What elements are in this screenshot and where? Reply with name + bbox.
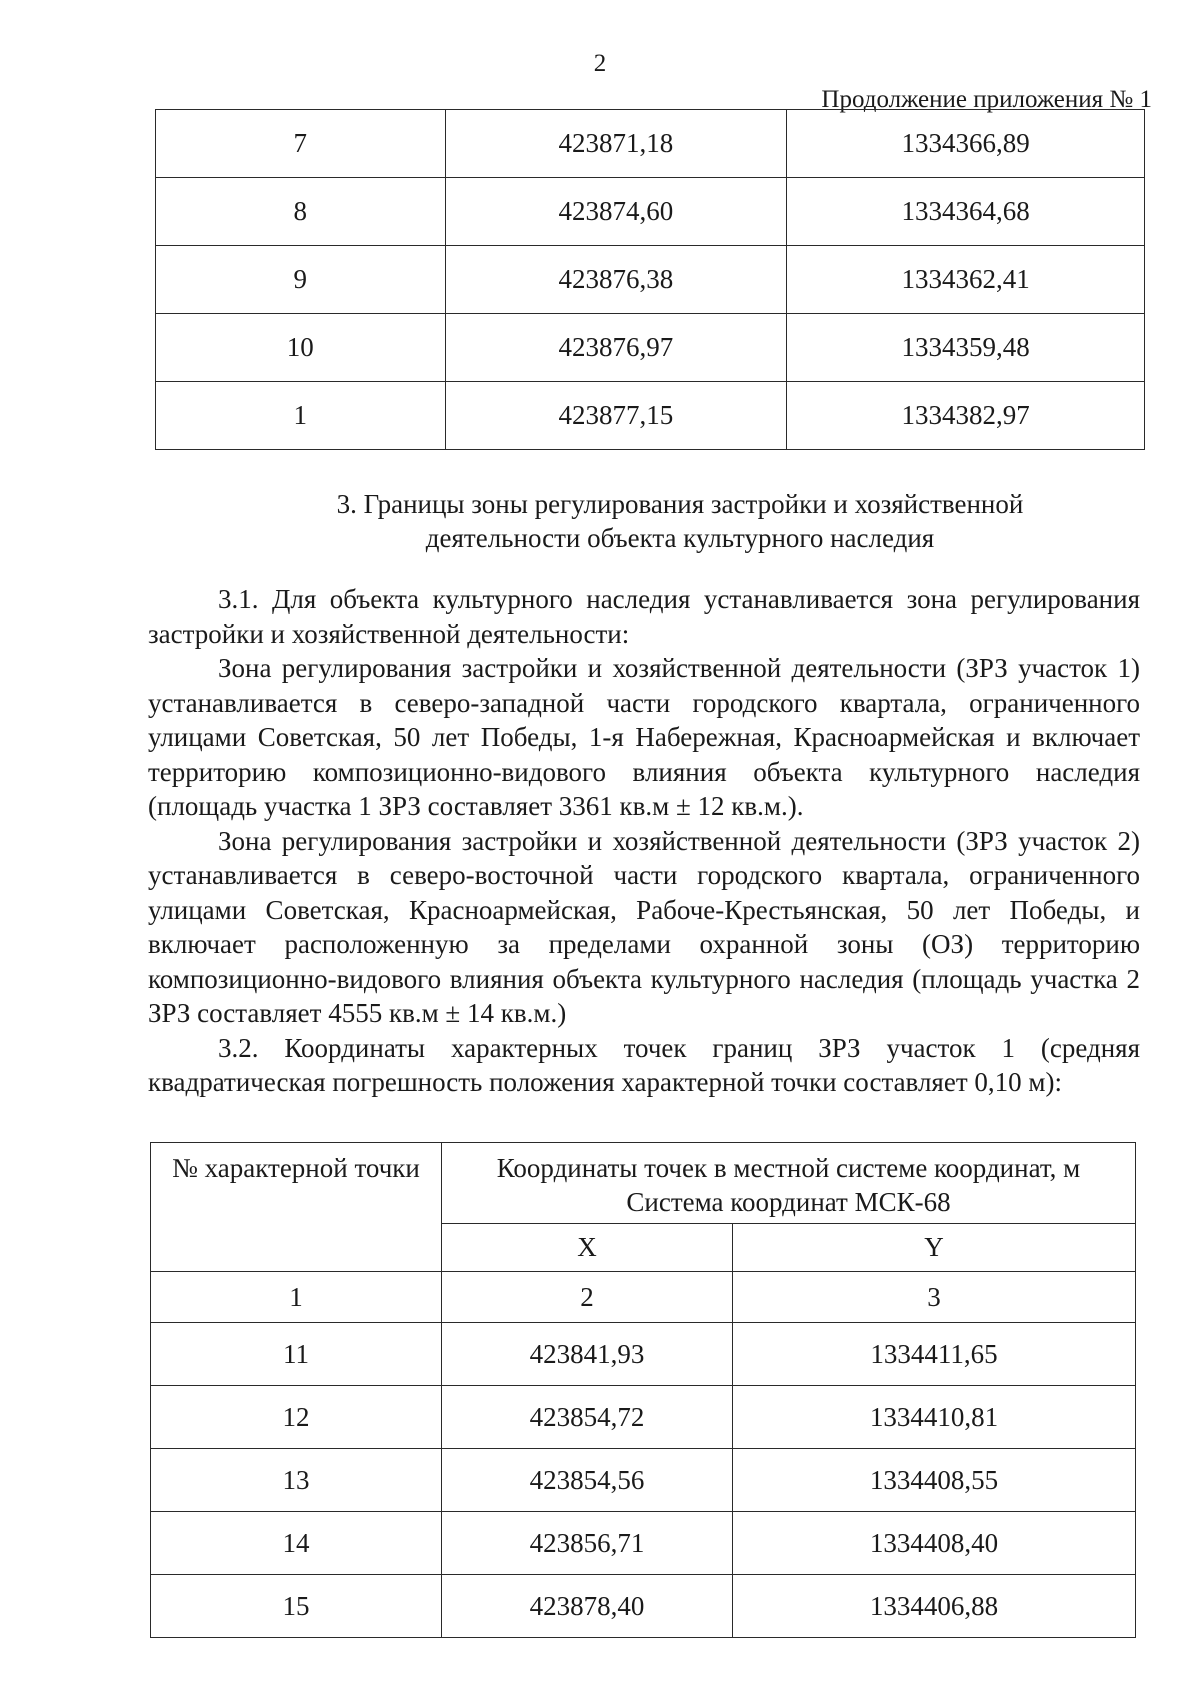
- point-number-cell: 12: [151, 1386, 442, 1449]
- x-coordinate-cell: 423876,97: [445, 314, 787, 382]
- table-row: [151, 1575, 1136, 1638]
- continuation-label: Продолжение приложения № 1: [821, 86, 1152, 113]
- coordinates-header-line: Координаты точек в местной системе координат, м: [496, 1153, 1081, 1183]
- page-number: 2: [593, 50, 607, 77]
- table-row: [156, 382, 1145, 450]
- table-row: [156, 246, 1145, 314]
- coordinates-header: [442, 1143, 1136, 1224]
- point-number-cell: 15: [151, 1575, 442, 1638]
- y-coordinate-cell: 1334410,81: [733, 1386, 1136, 1449]
- y-coordinate-cell: 1334382,97: [787, 382, 1145, 450]
- point-number-cell: 13: [151, 1449, 442, 1512]
- section-3-heading: [155, 487, 1200, 555]
- table-row: [151, 1386, 1136, 1449]
- x-coordinate-cell: 423877,15: [445, 382, 787, 450]
- y-coordinate-cell: 1334364,68: [787, 178, 1145, 246]
- column-index-cell: 3: [733, 1272, 1136, 1323]
- paragraph-3-1: 3.1. Для объекта культурного наследия устанавливается зона регулирования застройки и хозяйственной деятельности:: [148, 584, 1140, 649]
- section-heading-line: 3. Границы зоны регулирования застройки и хозяйственной: [336, 489, 1024, 519]
- point-number-header: № характерной точки: [151, 1143, 442, 1272]
- x-coordinate-cell: 423854,72: [442, 1386, 733, 1449]
- x-coordinate-cell: 423854,56: [442, 1449, 733, 1512]
- table-row: [156, 110, 1145, 178]
- point-number-cell: 9: [156, 246, 446, 314]
- x-coordinate-cell: 423874,60: [445, 178, 787, 246]
- zrz-coordinates-table: [150, 1142, 1136, 1638]
- paragraph-zone-1: Зона регулирования застройки и хозяйственной деятельности (ЗРЗ участок 1) устанавливается в северо-западной части городского квартала, ограниченного улицами Советская, 50 лет Победы, 1-я Набережная, Красноармейская и включает территорию композиционно-видового влияния объекта культурного наследия (площадь участка 1 ЗРЗ составляет 3361 кв.м ± 12 кв.м.).: [148, 653, 1140, 821]
- point-number-cell: 7: [156, 110, 446, 178]
- y-coordinate-cell: 1334362,41: [787, 246, 1145, 314]
- table-row: [156, 314, 1145, 382]
- y-coordinate-cell: 1334359,48: [787, 314, 1145, 382]
- x-coordinate-cell: 423876,38: [445, 246, 787, 314]
- y-coordinate-cell: 1334406,88: [733, 1575, 1136, 1638]
- x-coordinate-cell: 423856,71: [442, 1512, 733, 1575]
- column-index-row: [151, 1272, 1136, 1323]
- point-number-cell: 14: [151, 1512, 442, 1575]
- x-coordinate-cell: 423878,40: [442, 1575, 733, 1638]
- y-header: Y: [733, 1224, 1136, 1272]
- x-header: X: [442, 1224, 733, 1272]
- y-coordinate-cell: 1334408,40: [733, 1512, 1136, 1575]
- paragraph-3-2: 3.2. Координаты характерных точек границ ЗРЗ участок 1 (средняя квадратическая погрешность положения характерной точки составляет 0,10 м):: [148, 1032, 1140, 1097]
- point-number-cell: 10: [156, 314, 446, 382]
- point-number-cell: 8: [156, 178, 446, 246]
- paragraph-zone-2: Зона регулирования застройки и хозяйственной деятельности (ЗРЗ участок 2) устанавливается в северо-восточной части городского квартала, ограниченного улицами Советская, Красноармейская, Рабоче-Крестьянская, 50 лет Победы, и включает расположенную за пределами охранной зоны (ОЗ) территорию композиционно-видового влияния объекта культурного наследия (площадь участка 2 ЗРЗ составляет 4555 кв.м ± 14 кв.м.): [148, 825, 1140, 1028]
- y-coordinate-cell: 1334408,55: [733, 1449, 1136, 1512]
- section-3-body: [148, 582, 1140, 1100]
- x-coordinate-cell: 423841,93: [442, 1323, 733, 1386]
- table-header-row: [151, 1143, 1136, 1224]
- coordinates-table-continued: [155, 109, 1145, 450]
- coordinate-system-label: Система координат МСК-68: [626, 1187, 951, 1217]
- table-row: [151, 1449, 1136, 1512]
- point-number-cell: 11: [151, 1323, 442, 1386]
- y-coordinate-cell: 1334411,65: [733, 1323, 1136, 1386]
- column-index-cell: 2: [442, 1272, 733, 1323]
- table-row: [156, 178, 1145, 246]
- point-number-cell: 1: [156, 382, 446, 450]
- column-index-cell: 1: [151, 1272, 442, 1323]
- x-coordinate-cell: 423871,18: [445, 110, 787, 178]
- y-coordinate-cell: 1334366,89: [787, 110, 1145, 178]
- section-heading-line: деятельности объекта культурного наследия: [425, 523, 935, 553]
- table-row: [151, 1323, 1136, 1386]
- table-row: [151, 1512, 1136, 1575]
